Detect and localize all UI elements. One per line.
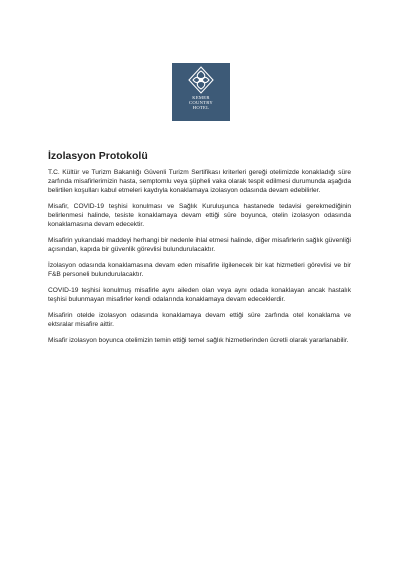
paragraph-1: T.C. Kültür ve Turizm Bakanlığı Güvenli Turizm Sertifikası kriterleri gereği otelimizde konakladığı süre zarfında misafirlerimizin hasta, semptomlu veya şüpheli vaka olarak tespit edilmesi durumunda aşağıda belirtilen koşulları kabul etmeleri kaydıyla konaklamaya izolasyon odasında devam edebilirler. <box>48 169 351 194</box>
paragraph-4: İzolasyon odasında konaklamasına devam eden misafirle ilgilenecek bir kat hizmetleri görevlisi ve bir F&B personeli bulundurulacaktır. <box>48 262 351 278</box>
hotel-logo <box>172 63 230 121</box>
paragraph-5: COVID-19 teşhisi konulmuş misafirle aynı aileden olan veya aynı odada konaklayan ancak hastalık teşhisi bulunmayan misafirler kendi odalarında konaklamaya devam edeceklerdir. <box>48 287 351 303</box>
paragraph-7: Misafir izolasyon boyunca otelimizin temin ettiği temel sağlık hizmetlerinden ücretli olarak yararlanabilir. <box>48 337 349 344</box>
paragraph-2: Misafir, COVID-19 teşhisi konulması ve Sağlık Kuruluşunca hastanede tedavisi gerekmediğinin belirlenmesi halinde, tesiste konaklamaya devam ettiği süre boyunca, otelin izolasyon odasında konaklamasına devam edecektir. <box>48 203 351 228</box>
paragraph-6: Misafirin otelde izolasyon odasında konaklamaya devam ettiği süre zarfında otel konaklama ve ektsralar misafire aittir. <box>48 312 351 328</box>
document-title: İzolasyon Protokolü <box>48 150 148 162</box>
document-body <box>48 168 351 352</box>
logo-text-kemer: KEMER <box>192 95 210 100</box>
logo-text-country: COUNTRY <box>188 100 214 105</box>
paragraph-3: Misafirin yukarıdaki maddeyi herhangi bir nedenle ihlal etmesi halinde, diğer misafirlerin sağlık güvenliği açısından, kapıda bir güvenlik görevlisi bulundurulacaktır. <box>48 237 351 253</box>
ornament-icon <box>185 65 217 95</box>
logo-text-hotel: HOTEL <box>192 105 210 110</box>
